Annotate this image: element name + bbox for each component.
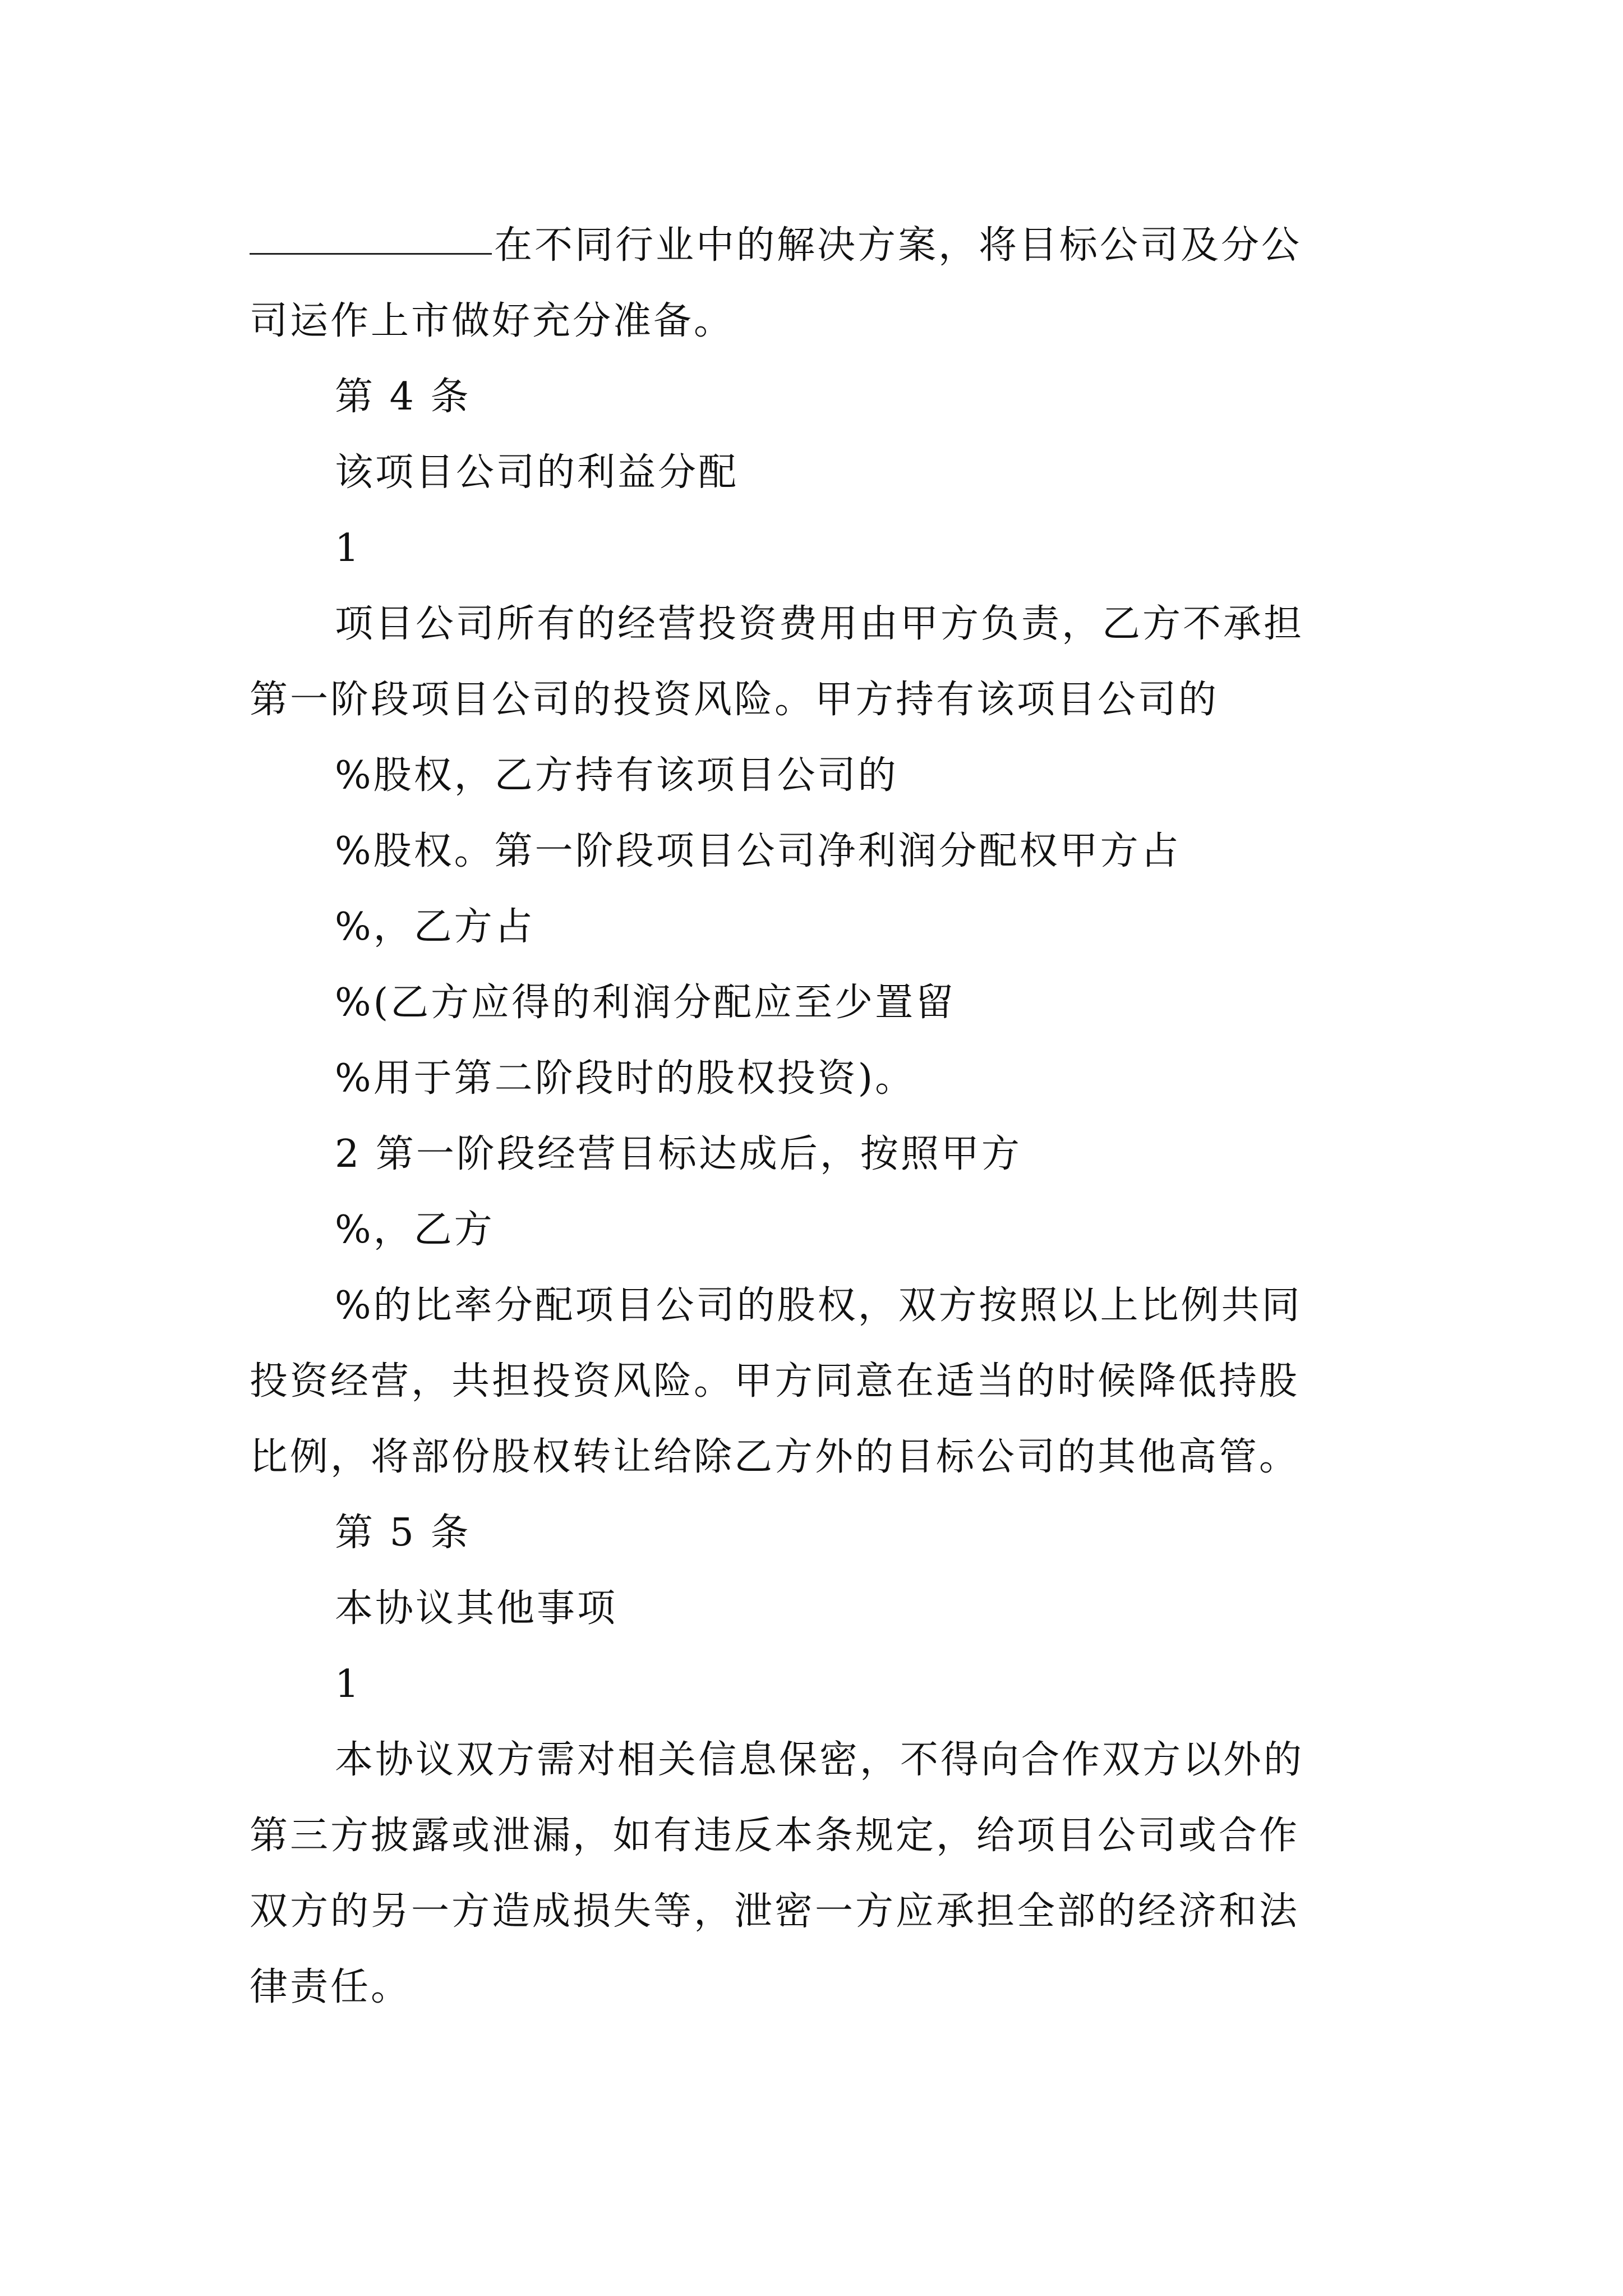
paragraph-line: %(乙方应得的利润分配应至少置留 <box>335 981 956 1025</box>
paragraph-line: 2 第一阶段经营目标达成后，按照甲方 <box>335 1132 1022 1176</box>
paragraph-line: 双方的另一方造成损失等，泄密一方应承担全部的经济和法 <box>250 1889 1300 1934</box>
paragraph-line: %用于第二阶段时的股权投资)。 <box>335 1056 916 1101</box>
fill-in-blank <box>250 220 492 255</box>
paragraph-line: %，乙方占 <box>335 905 535 949</box>
article-title: 本协议其他事项 <box>335 1586 618 1631</box>
article-heading: 第 4 条 <box>335 375 471 419</box>
paragraph-line: %的比率分配项目公司的股权，双方按照以上比例共同 <box>335 1283 1302 1328</box>
paragraph-line: 在不同行业中的解决方案，将目标公司及分公 <box>494 223 1302 268</box>
paragraph-line: 比例，将部份股权转让给除乙方外的目标公司的其他高管。 <box>250 1435 1300 1479</box>
first-line <box>250 220 1302 271</box>
clause-number: 1 <box>335 1662 362 1706</box>
paragraph-line: 第一阶段项目公司的投资风险。甲方持有该项目公司的 <box>250 678 1219 722</box>
paragraph-line: %，乙方 <box>335 1208 495 1252</box>
paragraph-line: 第三方披露或泄漏，如有违反本条规定，给项目公司或合作 <box>250 1814 1300 1858</box>
clause-number: 1 <box>335 526 362 570</box>
paragraph-line: 项目公司所有的经营投资费用由甲方负责，乙方不承担 <box>335 602 1304 646</box>
paragraph-line: 本协议双方需对相关信息保密，不得向合作双方以外的 <box>335 1738 1304 1782</box>
paragraph-line: 律责任。 <box>250 1965 412 2009</box>
article-heading: 第 5 条 <box>335 1511 471 1555</box>
paragraph-line: %股权，乙方持有该项目公司的 <box>335 753 898 798</box>
paragraph-line: %股权。第一阶段项目公司净利润分配权甲方占 <box>335 829 1181 873</box>
paragraph-line: 司运作上市做好充分准备。 <box>250 299 735 343</box>
article-title: 该项目公司的利益分配 <box>335 450 739 495</box>
paragraph-line: 投资经营，共担投资风险。甲方同意在适当的时候降低持股 <box>250 1359 1300 1404</box>
